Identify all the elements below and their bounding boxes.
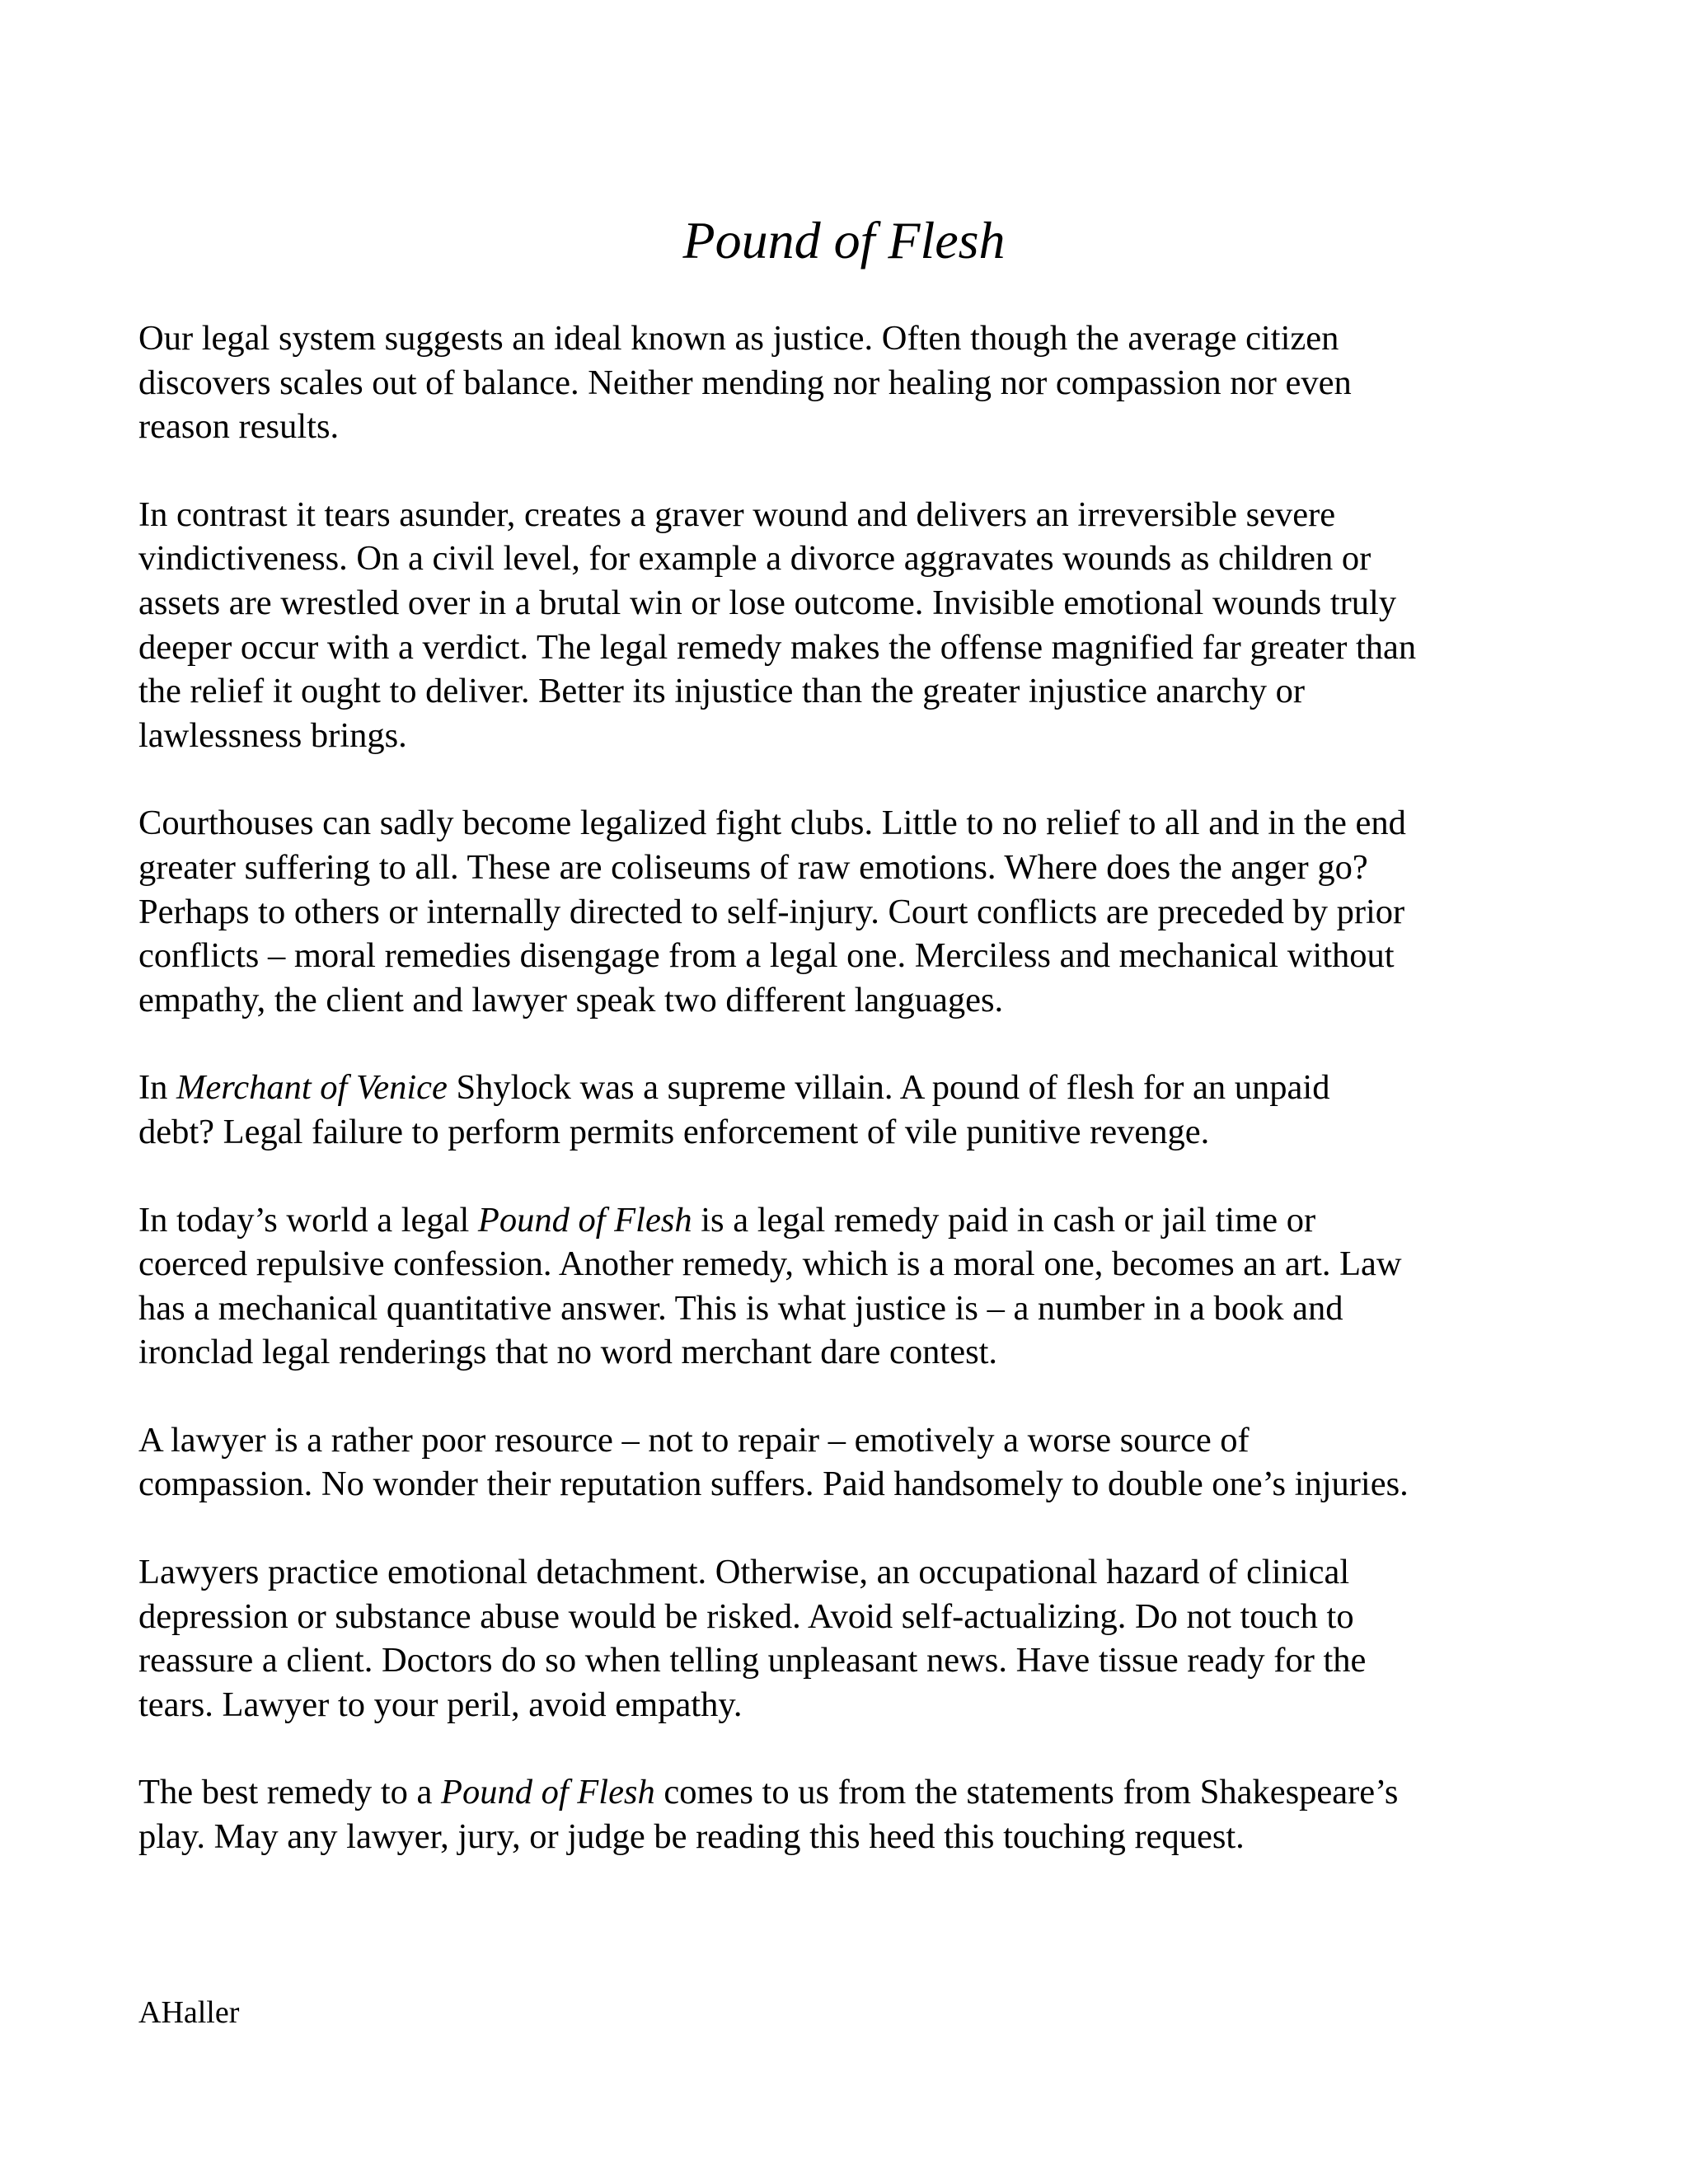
- paragraph-2: [138, 493, 1573, 758]
- text-line: ironclad legal renderings that no word merchant dare contest.: [138, 1333, 998, 1372]
- text-line: A lawyer is a rather poor resource – not to repair – emotively a worse source of: [138, 1420, 1250, 1460]
- text-line: greater suffering to all. These are coliseums of raw emotions. Where does the anger go?: [138, 847, 1368, 887]
- text-line: depression or substance abuse would be risked. Avoid self-actualizing. Do not touch to: [138, 1596, 1354, 1636]
- text-segment: In today’s world a legal: [138, 1200, 478, 1240]
- paragraph-6: [138, 1418, 1573, 1507]
- text-line: lawlessness brings.: [138, 715, 407, 755]
- text-segment: Shylock was a supreme villain. A pound of flesh for an unpaid: [447, 1068, 1330, 1108]
- text-line: discovers scales out of balance. Neither mending nor healing nor compassion nor even: [138, 363, 1352, 402]
- text-line: has a mechanical quantitative answer. This is what justice is – a number in a book and: [138, 1288, 1343, 1328]
- author-signature: AHaller: [138, 1995, 240, 2030]
- page-title: Pound of Flesh: [682, 211, 1006, 269]
- text-line: [138, 1066, 1573, 1110]
- text-line: coerced repulsive confession. Another remedy, which is a moral one, becomes an art. Law: [138, 1244, 1402, 1284]
- text-line: In contrast it tears asunder, creates a graver wound and delivers an irreversible severe: [138, 494, 1336, 534]
- italic-title: Pound of Flesh: [441, 1773, 655, 1812]
- text-line: conflicts – moral remedies disengage from a legal one. Merciless and mechanical without: [138, 936, 1395, 976]
- text-segment: The best remedy to a: [138, 1773, 442, 1812]
- paragraph-1: [138, 316, 1573, 449]
- paragraph-5: [138, 1198, 1573, 1375]
- text-line: play. May any lawyer, jury, or judge be reading this heed this touching request.: [138, 1817, 1245, 1857]
- text-line: Our legal system suggests an ideal known as justice. Often though the average citizen: [138, 319, 1339, 358]
- text-line: tears. Lawyer to your peril, avoid empathy.: [138, 1685, 743, 1724]
- text-line: reason results.: [138, 407, 340, 447]
- text-segment: is a legal remedy paid in cash or jail time or: [692, 1200, 1316, 1240]
- italic-title: Pound of Flesh: [477, 1200, 692, 1240]
- paragraph-8: [138, 1770, 1573, 1858]
- paragraph-4: [138, 1066, 1573, 1154]
- text-line: Courthouses can sadly become legalized fight clubs. Little to no relief to all and in the end: [138, 804, 1406, 843]
- italic-title: Merchant of Venice: [176, 1068, 448, 1108]
- text-line: [138, 1770, 1573, 1815]
- paragraph-3: [138, 801, 1573, 1022]
- text-line: reassure a client. Doctors do so when telling unpleasant news. Have tissue ready for the: [138, 1641, 1367, 1680]
- text-line: [138, 1198, 1573, 1243]
- text-line: assets are wrestled over in a brutal win or lose outcome. Invisible emotional wounds truly: [138, 583, 1397, 622]
- text-line: vindictiveness. On a civil level, for example a divorce aggravates wounds as children or: [138, 539, 1372, 579]
- document-body: [138, 316, 1573, 1903]
- text-line: Perhaps to others or internally directed to self-injury. Court conflicts are preceded by prior: [138, 892, 1405, 931]
- text-segment: In: [138, 1068, 177, 1108]
- text-segment: comes to us from the statements from Shakespeare’s: [654, 1773, 1399, 1812]
- text-line: empathy, the client and lawyer speak two different languages.: [138, 980, 1004, 1019]
- text-line: deeper occur with a verdict. The legal remedy makes the offense magnified far greater than: [138, 627, 1417, 667]
- text-line: Lawyers practice emotional detachment. Otherwise, an occupational hazard of clinical: [138, 1553, 1350, 1592]
- text-line: the relief it ought to deliver. Better its injustice than the greater injustice anarchy or: [138, 672, 1306, 711]
- paragraph-7: [138, 1550, 1573, 1727]
- text-line: compassion. No wonder their reputation suffers. Paid handsomely to double one’s injuries.: [138, 1465, 1409, 1504]
- text-line: debt? Legal failure to perform permits enforcement of vile punitive revenge.: [138, 1112, 1210, 1151]
